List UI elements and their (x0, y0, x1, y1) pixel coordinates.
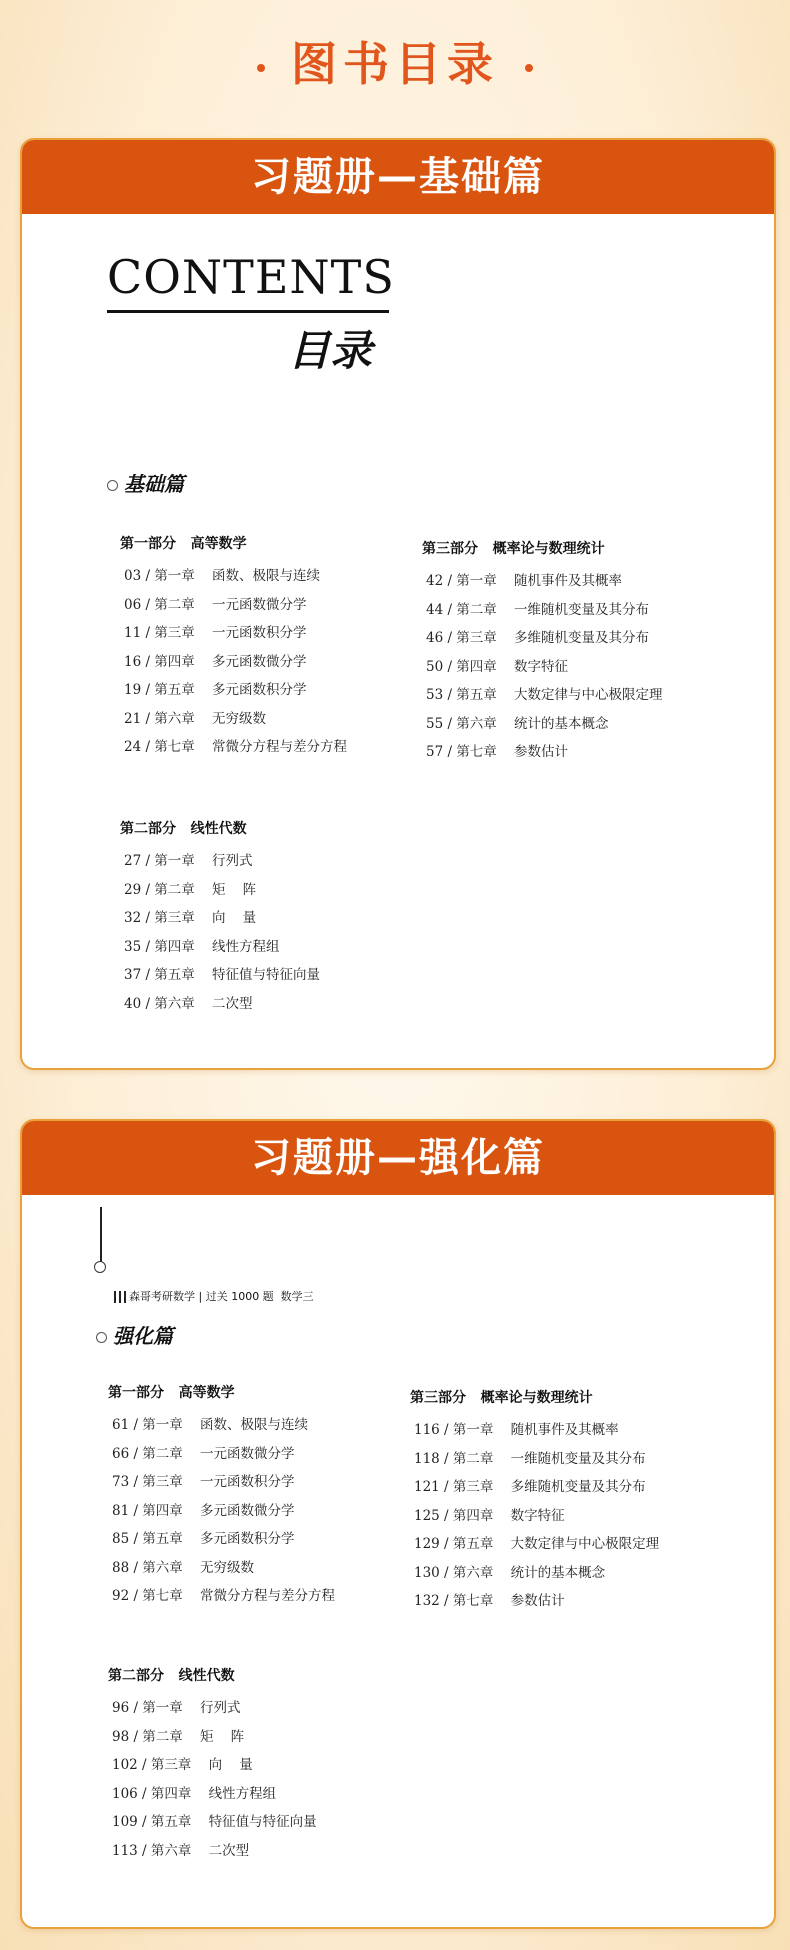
decor-ring (94, 1261, 106, 1273)
part-title: 第一部分 高等数学 (108, 1385, 235, 1401)
contents-divider (107, 310, 389, 313)
toc-row: 35 / 第四章 线性方程组 (124, 938, 280, 955)
series-label: 森哥考研数学 | 过关 1000 题 数学三 (100, 1275, 314, 1317)
toc-row: 116 / 第一章 随机事件及其概率 (414, 1422, 619, 1438)
toc-row: 27 / 第一章 行列式 (124, 853, 253, 869)
toc-row: 46 / 第三章 多维随机变量及其分布 (426, 630, 649, 646)
toc-row: 44 / 第二章 一维随机变量及其分布 (426, 601, 649, 618)
toc-row: 92 / 第七章 常微分方程与差分方程 (112, 1588, 335, 1604)
toc-row: 102 / 第三章 向 量 (112, 1757, 253, 1773)
decor-line (100, 1207, 102, 1263)
toc-row: 130 / 第六章 统计的基本概念 (414, 1564, 606, 1581)
toc-row: 50 / 第四章 数字特征 (426, 658, 568, 675)
dot-icon (525, 64, 533, 72)
basic-part1 (120, 533, 347, 762)
toc-row: 113 / 第六章 二次型 (112, 1842, 250, 1859)
toc-row: 57 / 第七章 参数估计 (426, 744, 568, 760)
basic-part2 (120, 818, 320, 1018)
dot-icon (257, 64, 265, 72)
toc-row: 21 / 第六章 无穷级数 (124, 710, 266, 727)
circle-bullet-icon (107, 480, 118, 491)
toc-row: 24 / 第七章 常微分方程与差分方程 (124, 739, 347, 755)
toc-row: 40 / 第六章 二次型 (124, 995, 253, 1012)
toc-row: 06 / 第二章 一元函数微分学 (124, 596, 307, 613)
toc-row: 129 / 第五章 大数定律与中心极限定理 (414, 1536, 660, 1552)
circle-bullet-icon (96, 1332, 107, 1343)
advanced-part3 (410, 1387, 659, 1616)
toc-row: 118 / 第二章 一维随机变量及其分布 (414, 1450, 646, 1467)
toc-row: 96 / 第一章 行列式 (112, 1700, 241, 1716)
toc-row: 66 / 第二章 一元函数微分学 (112, 1445, 295, 1462)
toc-row: 11 / 第三章 一元函数积分学 (124, 625, 307, 641)
toc-row: 19 / 第五章 多元函数积分学 (124, 682, 307, 698)
advanced-part2 (108, 1665, 317, 1865)
contents-heading: CONTENTS (107, 250, 395, 304)
part-title: 第二部分 线性代数 (108, 1668, 235, 1684)
toc-row: 29 / 第二章 矩 阵 (124, 881, 257, 898)
toc-row: 61 / 第一章 函数、极限与连续 (112, 1417, 308, 1433)
toc-row: 132 / 第七章 参数估计 (414, 1593, 565, 1609)
toc-row: 106 / 第四章 线性方程组 (112, 1785, 277, 1802)
toc-row: 32 / 第三章 向 量 (124, 910, 257, 926)
toc-row: 125 / 第四章 数字特征 (414, 1507, 565, 1524)
toc-row: 88 / 第六章 无穷级数 (112, 1559, 254, 1576)
toc-row: 85 / 第五章 多元函数积分学 (112, 1531, 295, 1547)
section-title: 强化篇 (96, 1320, 173, 1349)
basic-card-header: 习题册—基础篇 (22, 140, 774, 214)
section-title: 基础篇 (107, 468, 184, 497)
page-title: 图书目录 (0, 28, 790, 94)
part-title: 第一部分 高等数学 (120, 536, 247, 552)
part-title: 第三部分 概率论与数理统计 (410, 1390, 593, 1406)
toc-row: 73 / 第三章 一元函数积分学 (112, 1474, 295, 1490)
toc-row: 53 / 第五章 大数定律与中心极限定理 (426, 687, 663, 703)
toc-row: 16 / 第四章 多元函数微分学 (124, 653, 307, 670)
mulu-heading: 目录 (288, 326, 373, 375)
part-title: 第三部分 概率论与数理统计 (422, 541, 605, 557)
toc-row: 121 / 第三章 多维随机变量及其分布 (414, 1479, 646, 1495)
advanced-card (20, 1119, 776, 1929)
toc-row: 42 / 第一章 随机事件及其概率 (426, 573, 622, 589)
part-title: 第二部分 线性代数 (120, 821, 247, 837)
toc-row: 109 / 第五章 特征值与特征向量 (112, 1814, 317, 1830)
advanced-part1 (108, 1382, 335, 1611)
advanced-card-header: 习题册—强化篇 (22, 1121, 774, 1195)
basic-card (20, 138, 776, 1070)
toc-row: 37 / 第五章 特征值与特征向量 (124, 967, 320, 983)
toc-row: 81 / 第四章 多元函数微分学 (112, 1502, 295, 1519)
basic-part3 (422, 538, 662, 767)
toc-row: 03 / 第一章 函数、极限与连续 (124, 568, 320, 584)
toc-row: 55 / 第六章 统计的基本概念 (426, 715, 609, 732)
toc-row: 98 / 第二章 矩 阵 (112, 1728, 245, 1745)
